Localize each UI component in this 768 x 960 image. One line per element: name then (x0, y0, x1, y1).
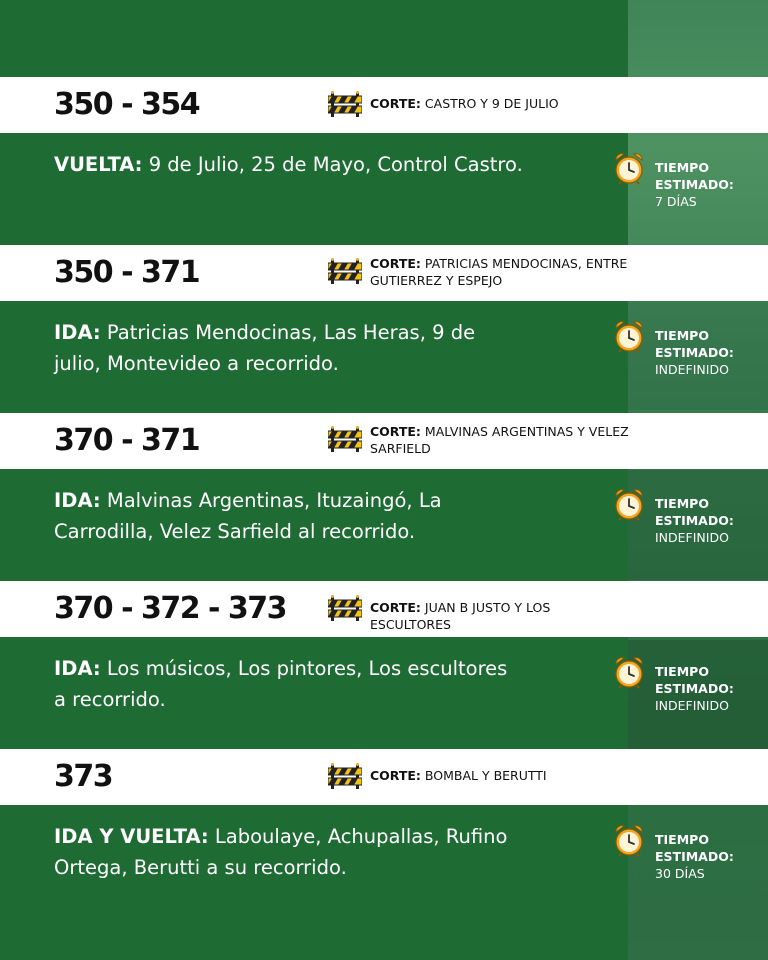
route-header-4 (0, 581, 768, 637)
route-header-5 (0, 749, 768, 805)
route-detail-5 (0, 805, 628, 917)
route-detail-3 (0, 469, 628, 581)
route-lines: 370 - 372 - 373 (54, 591, 287, 626)
tiempo-label-1: TIEMPO (655, 832, 709, 847)
corte-text (370, 255, 630, 289)
detail-value: Patricias Mendocinas, Las Heras, 9 de julio, Montevideo a recorrido. (54, 321, 476, 375)
route-lines: 373 (54, 759, 113, 794)
tiempo-estimado (655, 159, 765, 210)
route-detail-text (54, 821, 524, 883)
tiempo-label-1: TIEMPO (655, 496, 709, 511)
tiempo-label-2: ESTIMADO: (655, 849, 734, 864)
tiempo-estimado (655, 663, 765, 714)
route-header-3 (0, 413, 768, 469)
corte-text (370, 767, 630, 784)
route-detail-text (54, 317, 524, 379)
corte-value: MALVINAS ARGENTINAS Y VELEZ SARFIELD (370, 424, 629, 456)
tiempo-estimado (655, 495, 765, 546)
tiempo-estimado (655, 327, 765, 378)
corte-label: CORTE: (370, 600, 421, 615)
road-barrier-icon (328, 595, 362, 621)
tiempo-value: INDEFINIDO (655, 530, 729, 545)
detail-value: Los músicos, Los pintores, Los escultores a recorrido. (54, 657, 508, 711)
road-barrier-icon (328, 426, 362, 452)
corte-text (370, 95, 630, 112)
detail-value: 9 de Julio, 25 de Mayo, Control Castro. (148, 153, 523, 176)
background-photo-panel (628, 0, 768, 960)
alarm-clock-icon (612, 823, 646, 857)
route-detail-text (54, 653, 524, 715)
road-barrier-icon (328, 91, 362, 117)
detail-value: Laboulaye, Achupallas, Rufino Ortega, Berutti a su recorrido. (54, 825, 508, 879)
alarm-clock-icon (612, 151, 646, 185)
road-barrier-icon (328, 258, 362, 284)
direction-label: VUELTA: (54, 153, 143, 176)
direction-label: IDA: (54, 657, 101, 680)
tiempo-value: INDEFINIDO (655, 698, 729, 713)
route-detail-1 (0, 133, 628, 245)
detail-value: Malvinas Argentinas, Ituzaingó, La Carrodilla, Velez Sarfield al recorrido. (54, 489, 442, 543)
direction-label: IDA Y VUELTA: (54, 825, 209, 848)
corte-value: BOMBAL Y BERUTTI (424, 768, 547, 783)
road-barrier-icon (328, 763, 362, 789)
route-lines: 370 - 371 (54, 423, 200, 458)
route-lines: 350 - 371 (54, 255, 200, 290)
corte-value: PATRICIAS MENDOCINAS, ENTRE GUTIERREZ Y ESPEJO (370, 256, 628, 288)
tiempo-label-1: TIEMPO (655, 664, 709, 679)
tiempo-value: 7 DÍAS (655, 194, 697, 209)
route-header-1 (0, 77, 768, 133)
route-detail-text (54, 485, 524, 547)
corte-label: CORTE: (370, 768, 421, 783)
tiempo-label-2: ESTIMADO: (655, 177, 734, 192)
tiempo-label-2: ESTIMADO: (655, 681, 734, 696)
corte-text (370, 423, 630, 457)
tiempo-label-1: TIEMPO (655, 160, 709, 175)
route-detail-4 (0, 637, 628, 749)
tiempo-label-2: ESTIMADO: (655, 345, 734, 360)
corte-label: CORTE: (370, 424, 421, 439)
alarm-clock-icon (612, 319, 646, 353)
tiempo-estimado (655, 831, 765, 882)
direction-label: IDA: (54, 321, 101, 344)
route-detail-text (54, 149, 524, 180)
route-lines: 350 - 354 (54, 87, 200, 122)
tiempo-value: 30 DÍAS (655, 866, 705, 881)
tiempo-label-1: TIEMPO (655, 328, 709, 343)
alarm-clock-icon (612, 655, 646, 689)
corte-value: CASTRO Y 9 DE JULIO (424, 96, 559, 111)
route-header-2 (0, 245, 768, 301)
tiempo-label-2: ESTIMADO: (655, 513, 734, 528)
corte-label: CORTE: (370, 96, 421, 111)
alarm-clock-icon (612, 487, 646, 521)
corte-value: JUAN B JUSTO Y LOS ESCULTORES (370, 600, 551, 632)
tiempo-value: INDEFINIDO (655, 362, 729, 377)
direction-label: IDA: (54, 489, 101, 512)
route-detail-2 (0, 301, 628, 413)
corte-text (370, 599, 630, 633)
corte-label: CORTE: (370, 256, 421, 271)
